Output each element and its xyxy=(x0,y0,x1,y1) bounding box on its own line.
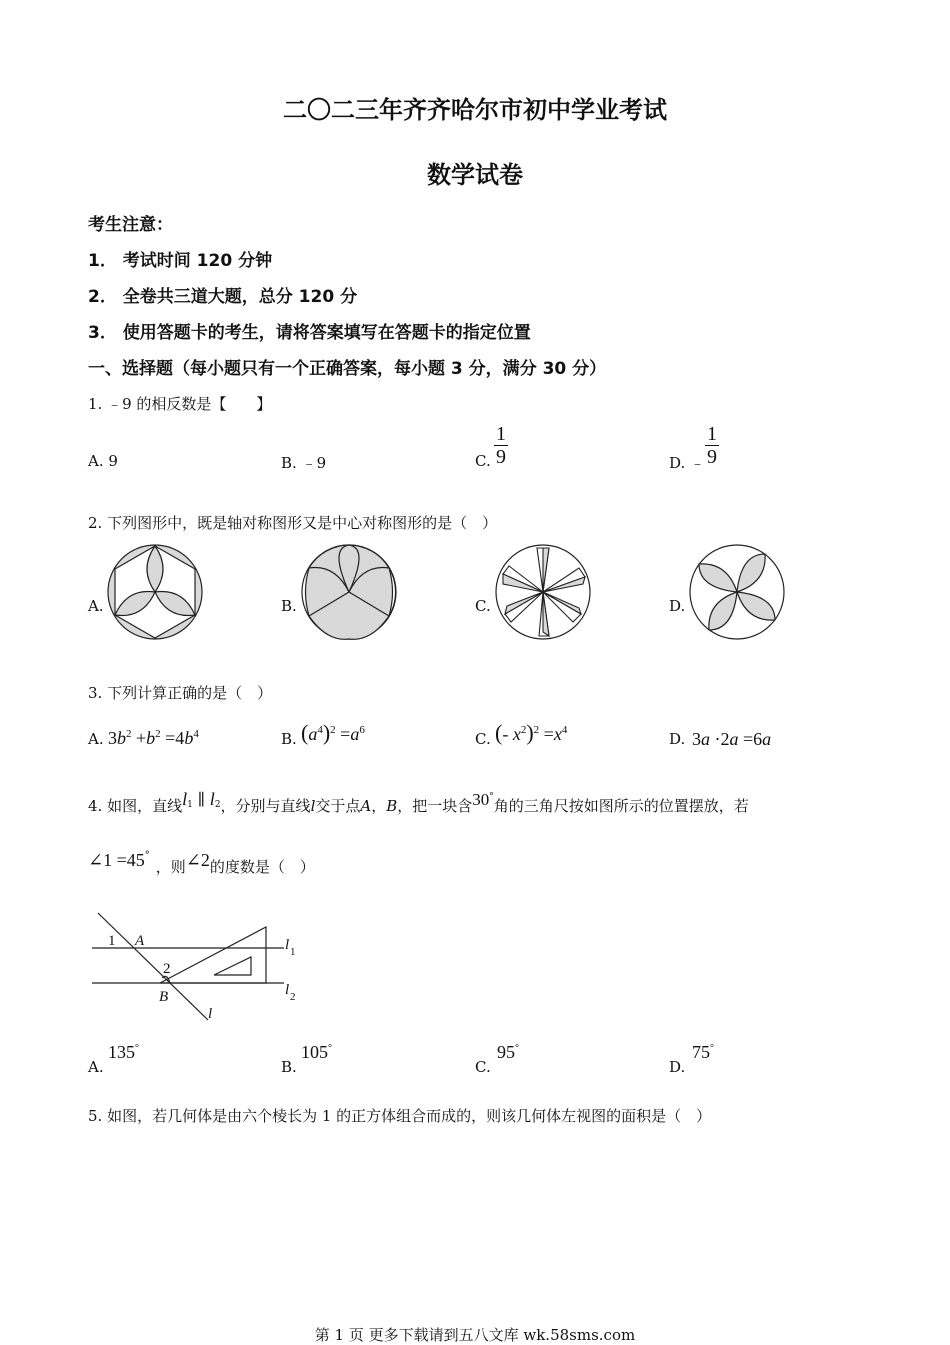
q4-option-b-value: 105° xyxy=(301,1042,332,1062)
q2-option-a-label: A. xyxy=(88,597,104,615)
q4-option-a-value: 135° xyxy=(108,1042,139,1062)
q2-figure-c xyxy=(495,544,591,640)
q2-option-d-label: D. xyxy=(669,597,686,615)
notice-item: 2． 全卷共三道大题，总分 120 分 xyxy=(88,287,358,307)
q2-figure-d xyxy=(689,544,785,640)
label-l2: l xyxy=(285,982,290,998)
section-heading: 一、选择题（每小题只有一个正确答案，每小题 3 分，满分 30 分） xyxy=(88,359,607,379)
page-subtitle: 数学试卷 xyxy=(427,161,523,189)
q4-option-c-label: C. xyxy=(475,1058,491,1076)
label-a: A xyxy=(135,933,145,949)
q1-option-b: B. ﹣9 xyxy=(281,454,327,472)
notice-item: 1． 考试时间 120 分钟 xyxy=(88,251,273,271)
question-2-stem: 2. 下列图形中，既是轴对称图形又是中心对称图形的是（ ） xyxy=(88,514,498,532)
q4-option-c-value: 95° xyxy=(497,1042,519,1062)
q2-option-c-label: C. xyxy=(475,597,491,615)
q4-figure xyxy=(88,905,308,1025)
question-4-stem-line1: 4. 如图，直线$l_1$ ∥ $l_2$，分别与直线l交于点A，B，把一块含30°角的三角尺按如图所示的位置摆放，若 xyxy=(88,789,749,815)
q4-option-d-value: 75° xyxy=(692,1042,714,1062)
label-1: 1 xyxy=(108,933,116,949)
label-l2-sub: 2 xyxy=(290,991,296,1003)
page-title: 二〇二三年齐齐哈尔市初中学业考试 xyxy=(283,96,667,124)
label-2: 2 xyxy=(163,961,171,977)
label-b: B xyxy=(159,989,169,1005)
q1-option-d-label: D. ﹣ xyxy=(669,454,706,472)
q1-option-c-label: C. xyxy=(475,452,491,470)
question-1-stem: 1. ﹣9 的相反数是【 】 xyxy=(88,395,272,413)
q2-option-b-label: B. xyxy=(281,597,297,615)
page-footer: 第 1 页 更多下载请到五八文库 wk.58sms.com xyxy=(314,1326,636,1344)
q1-option-d-fraction: $\frac{1}{9}$ xyxy=(707,423,717,468)
q3-option-c-expr: (- $x^2)^2 =x^4$ xyxy=(495,720,568,745)
label-l: l xyxy=(208,1006,213,1022)
q3-option-b-label: B. xyxy=(281,730,297,748)
q2-figure-b xyxy=(301,544,397,640)
q3-option-a-expr: $3b^2 +b^2 =4b^4$ xyxy=(108,728,199,748)
q1-option-a: A. 9 xyxy=(88,452,118,470)
q4-option-b-label: B. xyxy=(281,1058,297,1076)
notice-item: 3． 使用答题卡的考生，请将答案填写在答题卡的指定位置 xyxy=(88,323,531,343)
q3-option-d-expr: 3a ·2a =6a xyxy=(692,729,772,749)
q3-option-c-label: C. xyxy=(475,730,491,748)
q3-option-b-expr: $(a^4)^2 =a^6$ xyxy=(301,720,365,745)
label-l1: l xyxy=(285,937,290,953)
question-4-stem-line2: ∠1 =45°，则∠2的度数是（ ） xyxy=(88,850,315,876)
q3-option-a-label: A. xyxy=(88,730,104,748)
q3-option-d-label: D. xyxy=(669,730,686,748)
question-5-stem: 5. 如图，若几何体是由六个棱长为 1 的正方体组合而成的，则该几何体左视图的面积是（ ） xyxy=(88,1107,712,1125)
q1-option-c-fraction: $\frac{1}{9}$ xyxy=(496,423,506,468)
q2-figure-a xyxy=(107,544,203,640)
q4-option-a-label: A. xyxy=(88,1058,104,1076)
q4-option-d-label: D. xyxy=(669,1058,686,1076)
triangle-inner xyxy=(214,957,251,975)
notice-heading: 考生注意： xyxy=(88,215,173,235)
question-3-stem: 3. 下列计算正确的是（ ） xyxy=(88,684,273,702)
label-l1-sub: 1 xyxy=(290,946,296,958)
